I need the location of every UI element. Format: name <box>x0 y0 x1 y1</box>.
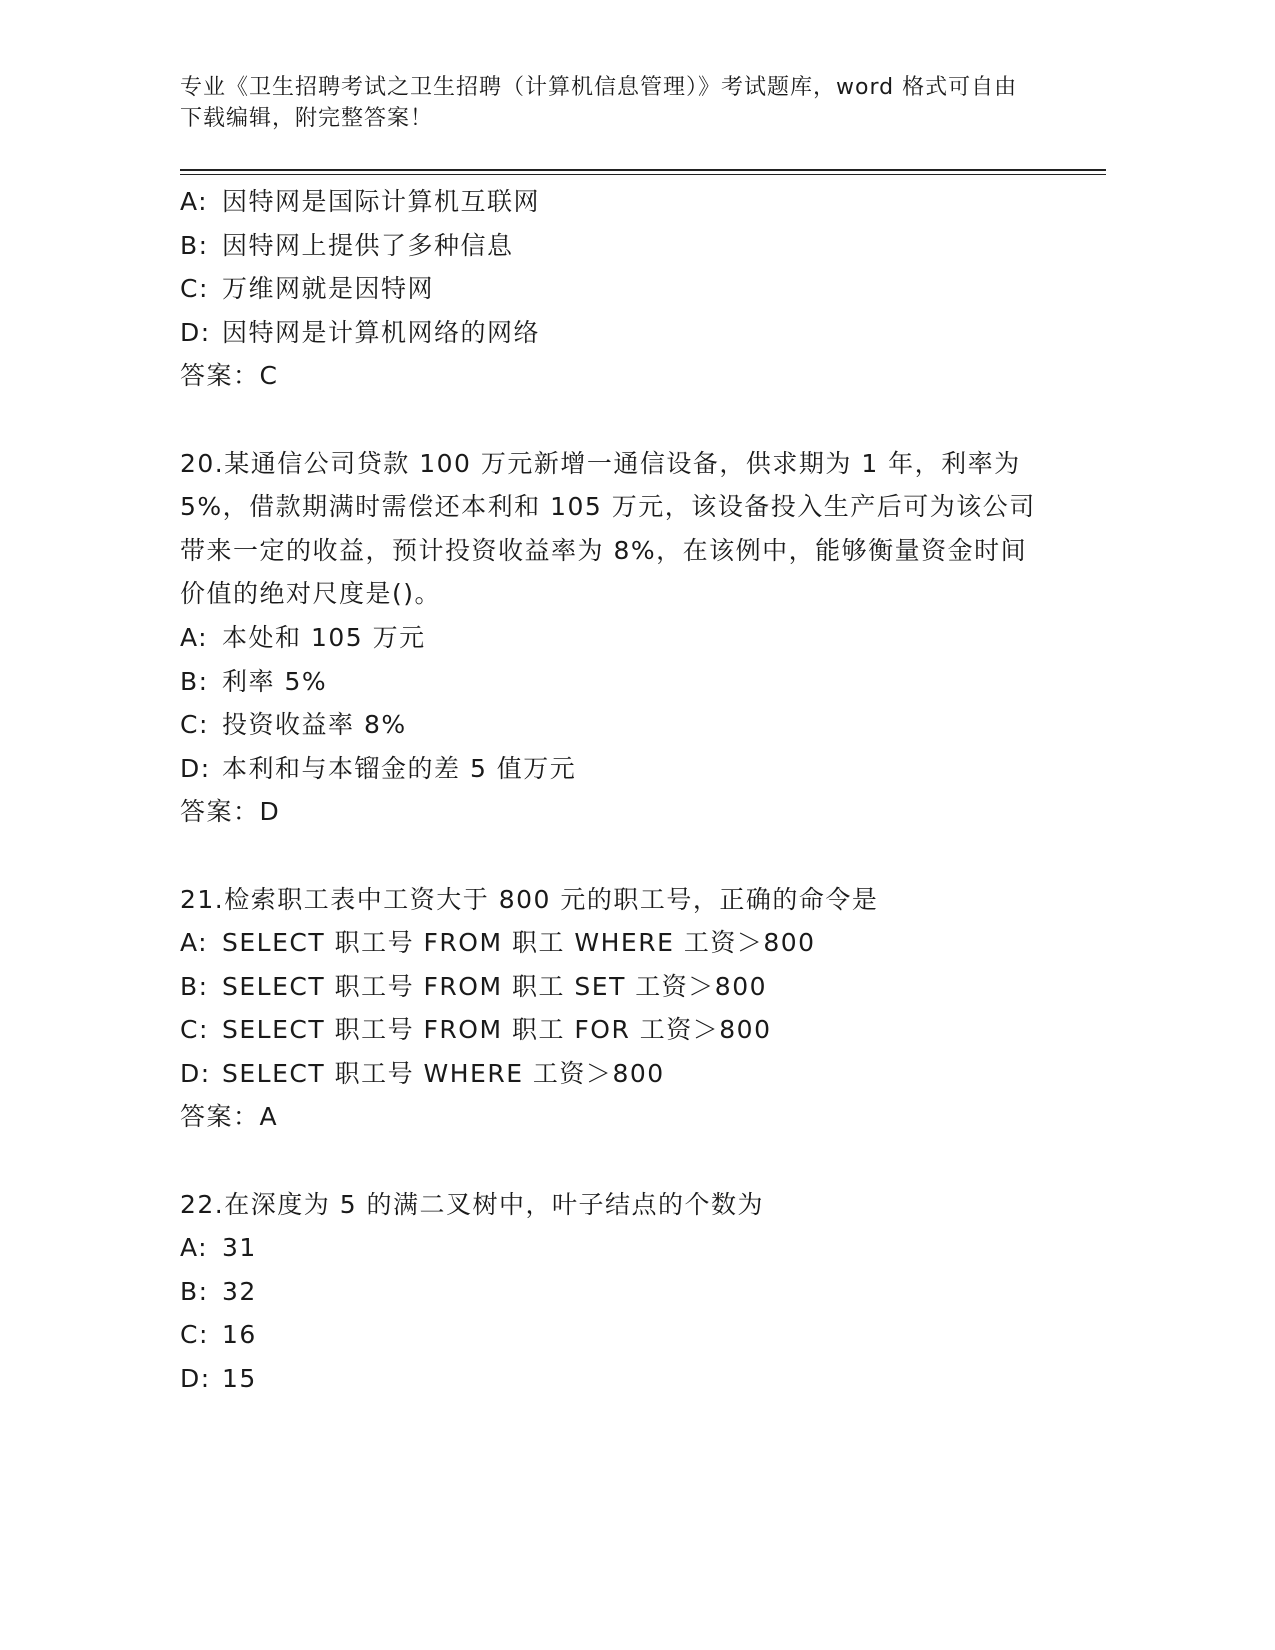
option-text: 31 <box>222 1233 257 1263</box>
question-19-options <box>180 180 1050 398</box>
question-20 <box>180 442 1050 834</box>
option-d <box>180 747 1050 791</box>
option-b <box>180 224 1050 268</box>
option-c <box>180 267 1050 311</box>
option-text: 因特网是国际计算机互联网 <box>222 187 541 216</box>
document-header: 专业《卫生招聘考试之卫生招聘（计算机信息管理）》考试题库，word 格式可自由下载编辑，附完整答案！ <box>180 75 1018 131</box>
option-label: C: <box>180 1320 209 1350</box>
option-label: D: <box>180 317 211 347</box>
option-label: C: <box>180 1015 209 1045</box>
option-c <box>180 1313 1050 1357</box>
question-21 <box>180 878 1050 1140</box>
option-label: B: <box>180 230 209 260</box>
option-a <box>180 921 1050 965</box>
option-text: 因特网上提供了多种信息 <box>222 230 514 260</box>
option-label: A: <box>180 187 209 216</box>
option-label: A: <box>180 622 209 652</box>
option-label: D: <box>180 1058 211 1088</box>
answer-line: 答案：C <box>180 361 279 391</box>
option-text: 因特网是计算机网络的网络 <box>222 317 541 347</box>
option-text: 万维网就是因特网 <box>222 274 435 304</box>
option-text: 投资收益率 8% <box>222 710 407 740</box>
header-divider-thick <box>180 169 1106 171</box>
option-d <box>180 1052 1050 1096</box>
option-text: 16 <box>222 1320 257 1350</box>
option-b <box>180 965 1050 1009</box>
option-d <box>180 1357 1050 1401</box>
option-label: B: <box>180 666 209 696</box>
option-label: D: <box>180 1364 211 1394</box>
option-text: 32 <box>222 1276 257 1306</box>
option-c <box>180 703 1050 747</box>
spacer <box>180 1139 1050 1183</box>
option-label: D: <box>180 753 211 783</box>
option-c <box>180 1008 1050 1052</box>
option-text: 利率 5% <box>222 666 328 696</box>
question-stem: 21.检索职工表中工资大于 800 元的职工号，正确的命令是 <box>180 884 879 914</box>
question-stem: 22.在深度为 5 的满二叉树中，叶子结点的个数为 <box>180 1189 765 1219</box>
option-b <box>180 1270 1050 1314</box>
option-a <box>180 1226 1050 1270</box>
option-d <box>180 311 1050 355</box>
answer-line: 答案：D <box>180 797 281 827</box>
option-a <box>180 180 1050 224</box>
option-label: B: <box>180 1276 209 1306</box>
option-text: 本利和与本镏金的差 5 值万元 <box>222 753 577 783</box>
option-a <box>180 616 1050 660</box>
answer-line: 答案：A <box>180 1102 279 1132</box>
option-label: A: <box>180 928 209 958</box>
option-label: C: <box>180 274 209 304</box>
option-text: SELECT 职工号 FROM 职工 SET 工资＞800 <box>222 971 768 1001</box>
option-text: SELECT 职工号 FROM 职工 FOR 工资＞800 <box>222 1015 772 1045</box>
question-content <box>180 180 1050 1401</box>
spacer <box>180 398 1050 442</box>
option-label: B: <box>180 971 209 1001</box>
option-b <box>180 660 1050 704</box>
option-text: 15 <box>222 1364 257 1394</box>
question-22 <box>180 1183 1050 1401</box>
option-label: A: <box>180 1233 209 1263</box>
option-text: SELECT 职工号 FROM 职工 WHERE 工资＞800 <box>222 928 816 958</box>
option-label: C: <box>180 710 209 740</box>
spacer <box>180 834 1050 878</box>
option-text: SELECT 职工号 WHERE 工资＞800 <box>222 1058 665 1088</box>
option-text: 本处和 105 万元 <box>222 622 426 652</box>
question-stem: 20.某通信公司贷款 100 万元新增一通信设备，供求期为 1 年，利率为 5%，借款期满时需偿还本利和 105 万元，该设备投入生产后可为该公司带来一定的收益，预计投资收益率为 8%，在该例中，能够衡量资金时间价值的绝对尺度是()。 <box>180 448 1036 609</box>
header-divider-thin <box>180 174 1106 175</box>
